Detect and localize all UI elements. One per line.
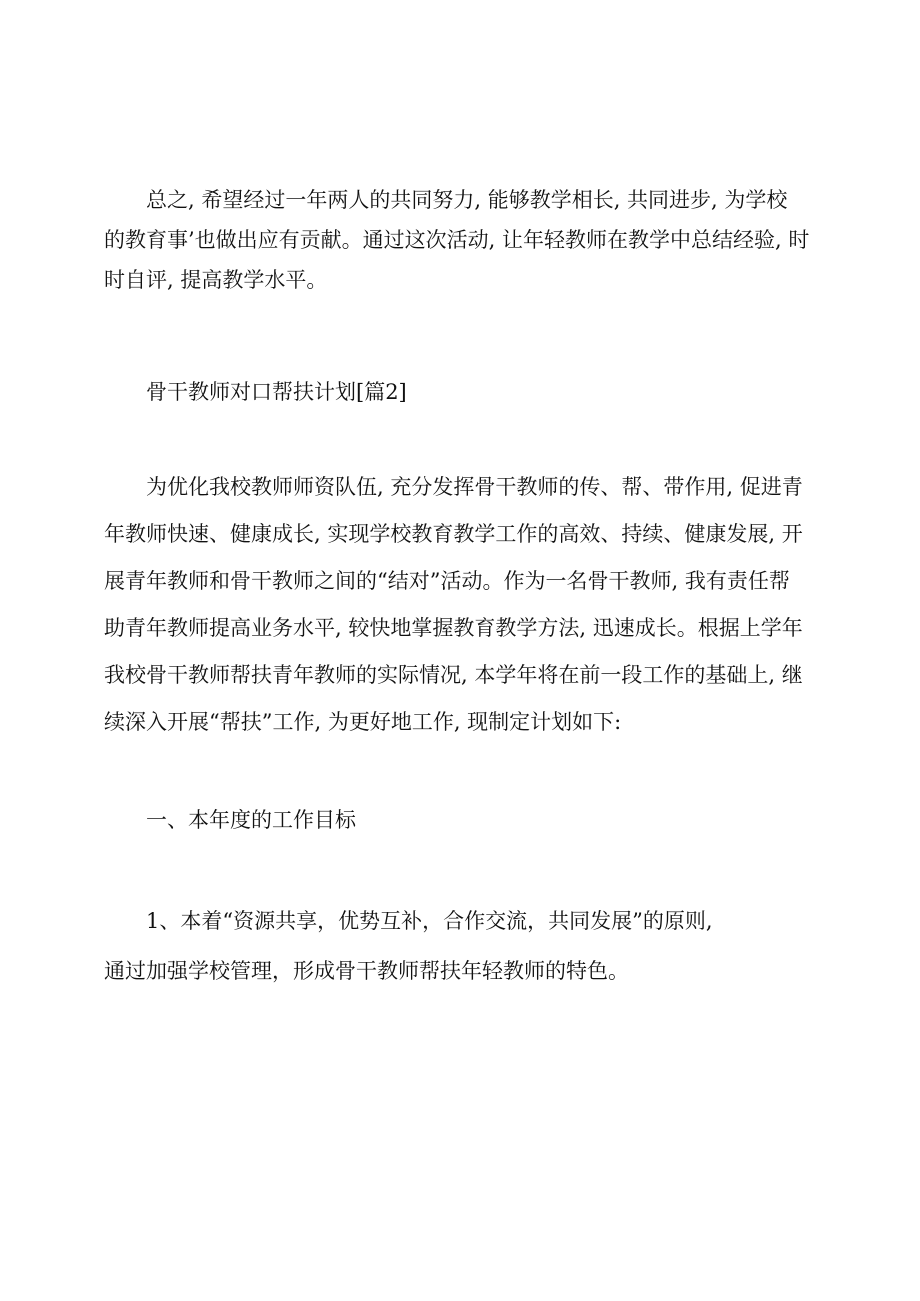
- paragraph-line: 时自评, 提高教学水平。: [104, 268, 328, 292]
- article-heading: 骨干教师对口帮扶计划[篇2]: [146, 380, 407, 404]
- paragraph-introduction: [104, 464, 803, 746]
- paragraph-line: 我校骨干教师帮扶青年教师的实际情况, 本学年将在前一段工作的基础上, 继: [104, 663, 803, 687]
- paragraph-line: 为优化我校教师师资队伍, 充分发挥骨干教师的传、帮、带作用, 促进青: [146, 475, 803, 499]
- paragraph-line: 总之, 希望经过一年两人的共同努力, 能够教学相长, 共同进步, 为学校: [146, 188, 788, 212]
- paragraph-line: 展青年教师和骨干教师之间的“结对”活动。作为一名骨干教师, 我有责任帮: [104, 569, 790, 593]
- list-item-goal-1: [104, 896, 713, 996]
- section-heading: 一、本年度的工作目标: [146, 808, 356, 832]
- paragraph-line: 的教育事’也做出应有贡献。通过这次活动, 让年轻教师在教学中总结经验, 时: [104, 228, 810, 252]
- paragraph-line: 1、本着“资源共享，优势互补，合作交流，共同发展”的原则,: [146, 909, 713, 933]
- paragraph-line: 续深入开展“帮扶”工作, 为更好地工作, 现制定计划如下:: [104, 710, 622, 734]
- paragraph-line: 助青年教师提高业务水平, 较快地掌握教育教学方法, 迅速成长。根据上学年: [104, 616, 803, 640]
- paragraph-conclusion: [104, 180, 809, 300]
- paragraph-line: 年教师快速、健康成长, 实现学校教育教学工作的高效、持续、健康发展, 开: [104, 522, 803, 546]
- paragraph-line: 通过加强学校管理，形成骨干教师帮扶年轻教师的特色。: [104, 959, 629, 983]
